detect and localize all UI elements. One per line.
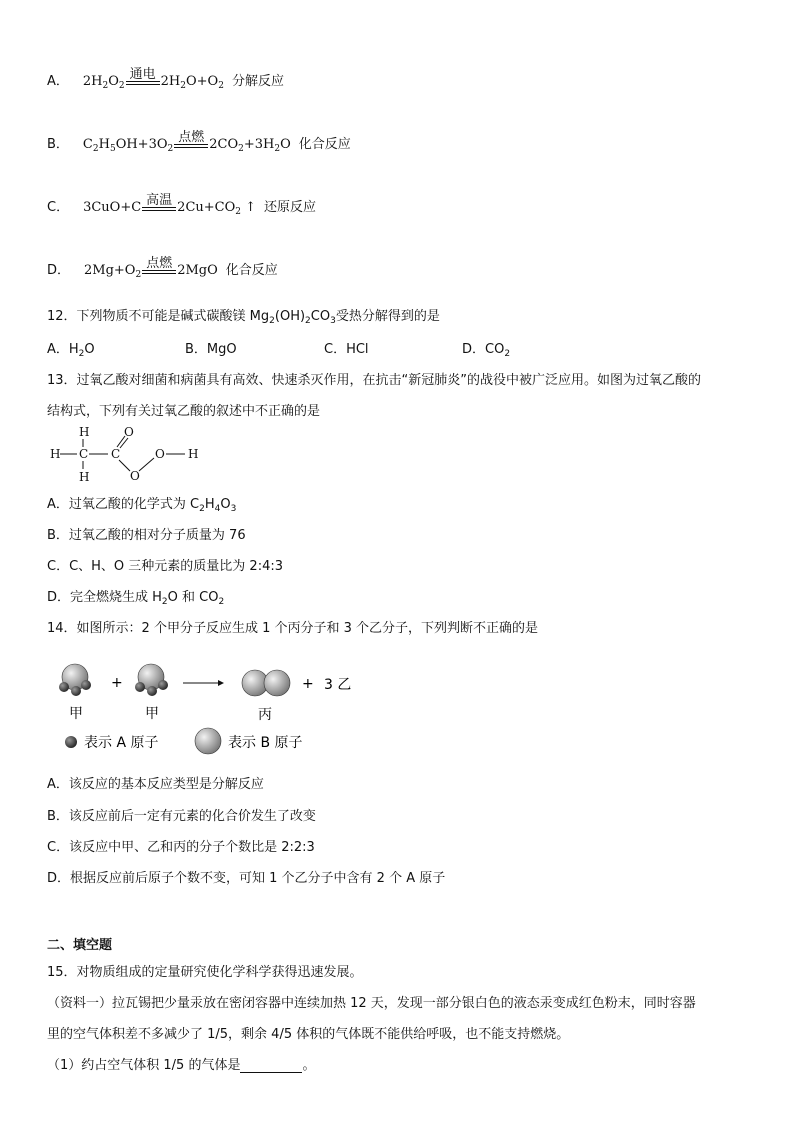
q15-sub1: （1）约占空气体积 1/5 的气体是 。: [47, 1058, 316, 1073]
label-bing: 丙: [258, 707, 272, 723]
reaction-diagram: [50, 660, 370, 760]
label-jia-1: 甲: [69, 706, 83, 722]
q11-option-b: B． $C_2H_5OH+3O_2$ 点燃 $2CO_2+3H_2O$ 化合反应: [47, 129, 351, 154]
answer-blank[interactable]: [240, 1060, 302, 1073]
q12-option-b: B．MgO: [185, 342, 237, 357]
legend-a-label: 表示 A 原子: [84, 735, 159, 751]
reaction-condition: 点燃: [142, 264, 176, 278]
q14-option-c: C．该反应中甲、乙和丙的分子个数比是 2:2:3: [47, 840, 315, 855]
q14-option-a: A．该反应的基本反应类型是分解反应: [47, 777, 264, 792]
legend-b-atom: [195, 728, 221, 754]
option-label: C．: [47, 200, 70, 215]
molecule-jia-2: [135, 664, 168, 696]
q11-option-c: C． 3CuO+C 高温 $2Cu+CO_2$ ↑ 还原反应: [47, 192, 317, 217]
q12-option-c: C．HCl: [324, 342, 369, 357]
option-label: A．: [47, 74, 69, 89]
atom-o-right: O: [155, 447, 165, 461]
legend-a-atom: [65, 736, 77, 748]
option-label: B．: [47, 137, 69, 152]
label-jia-2: 甲: [145, 706, 159, 722]
molecule-jia-1: [59, 664, 91, 696]
q12-option-a: A．$H_2O$: [47, 342, 95, 359]
plus-sign-2: +: [302, 676, 314, 692]
q14-option-d: D．根据反应前后原子个数不变，可知 1 个乙分子中含有 2 个 A 原子: [47, 871, 446, 886]
legend-b-label: 表示 B 原子: [228, 735, 303, 751]
reaction-condition: 点燃: [174, 138, 208, 152]
q12-option-d: D．$CO_2$: [462, 342, 511, 359]
three-yi-label: 3 乙: [324, 677, 352, 693]
atom-h-top: H: [79, 425, 90, 439]
atom-c2: C: [111, 447, 121, 461]
atom-h-right: H: [188, 447, 199, 461]
atom-o-double: O: [124, 425, 134, 439]
q13-option-a: A．过氧乙酸的化学式为 $C_2H_4O_3$: [47, 497, 237, 514]
q14-stem: 14．如图所示：2 个甲分子反应生成 1 个丙分子和 3 个乙分子，下列判断不正确的是: [47, 621, 539, 636]
q13-option-d: D．完全燃烧生成 $H_2O$ 和 $CO_2$: [47, 590, 225, 607]
reaction-type: 还原反应: [264, 200, 317, 215]
option-label: D．: [47, 263, 71, 278]
q13-stem-line2: 结构式，下列有关过氧乙酸的叙述中不正确的是: [47, 404, 321, 419]
q15-info-line2: 里的空气体积差不多减少了 1/5，剩余 4/5 体积的气体既不能供给呼吸，也不能支持燃烧。: [47, 1027, 570, 1042]
q14-option-b: B．该反应前后一定有元素的化合价发生了改变: [47, 809, 316, 824]
reaction-condition: 通电: [126, 75, 160, 89]
q12-stem: 12．下列物质不可能是碱式碳酸镁 $Mg_2(OH)_2CO_3$受热分解得到的是: [47, 309, 440, 326]
atom-c1: C: [79, 447, 89, 461]
reaction-type: 分解反应: [231, 74, 284, 89]
reaction-condition: 高温: [142, 201, 176, 215]
section-title: 二、填空题: [47, 938, 113, 953]
peracetic-acid-structure: [44, 422, 214, 486]
reaction-type: 化合反应: [298, 137, 351, 152]
atom-h-left: H: [50, 447, 61, 461]
q15-stem: 15．对物质组成的定量研究使化学科学获得迅速发展。: [47, 965, 363, 980]
q15-info-line1: （资料一）拉瓦锡把少量汞放在密闭容器中连续加热 12 天，发现一部分银白色的液态汞变成红色粉末，同时容器: [47, 996, 696, 1011]
molecule-bing: [242, 670, 290, 696]
atom-h-bottom: H: [79, 470, 90, 484]
q13-option-b: B．过氧乙酸的相对分子质量为 76: [47, 528, 246, 543]
atom-o-lower: O: [130, 469, 140, 483]
q11-option-a: A． $2H_2O_2$ 通电 $2H_2O+O_2$ 分解反应: [47, 66, 284, 91]
q13-option-c: C．C、H、O 三种元素的质量比为 2:4:3: [47, 559, 283, 574]
plus-sign: +: [111, 675, 123, 691]
q13-stem-line1: 13．过氧乙酸对细菌和病菌具有高效、快速杀灭作用，在抗击“新冠肺炎”的战役中被广泛应用。如图为过氧乙酸的: [47, 373, 702, 388]
q11-option-d: D． $2Mg+O_2$ 点燃 2MgO 化合反应: [47, 255, 278, 280]
reaction-type: 化合反应: [225, 263, 278, 278]
